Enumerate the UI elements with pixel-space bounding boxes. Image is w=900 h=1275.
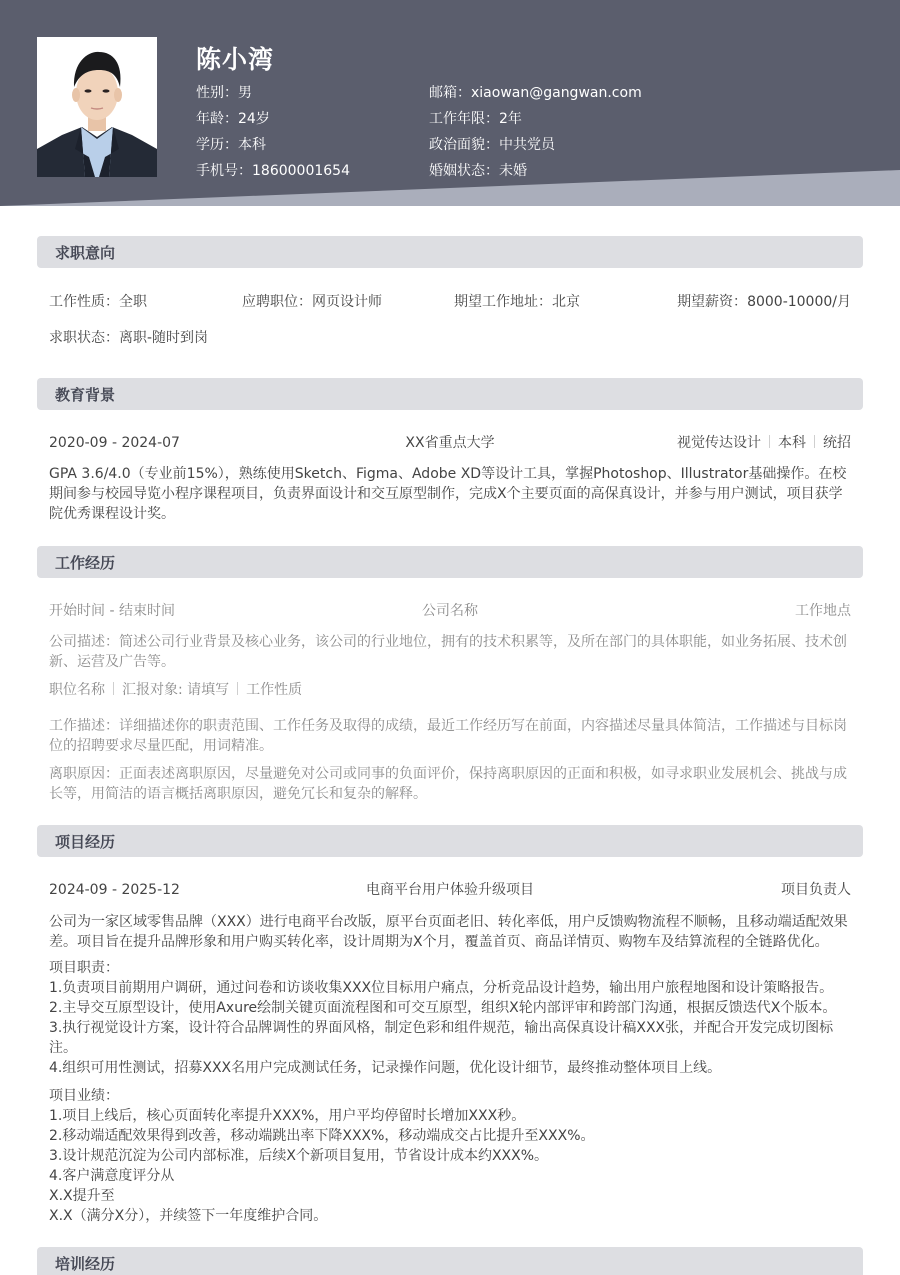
phone-value[interactable]: 18600001654 <box>252 163 350 179</box>
education-degree: 本科 <box>778 435 806 451</box>
education-label: 学历： <box>196 137 238 153</box>
job-type: 工作性质 <box>246 682 303 698</box>
project-summary-row <box>49 880 851 900</box>
section-title: 培训经历 <box>55 1255 116 1273</box>
intent-value: 网页设计师 <box>312 294 382 310</box>
section-title: 教育背景 <box>55 386 116 404</box>
intent-label: 期望薪资： <box>677 294 748 310</box>
marital-status-label: 婚姻状态： <box>429 163 499 179</box>
result-item: X.X（满分X分），并续签下一年度维护合同。 <box>49 1208 328 1224</box>
divider <box>237 682 238 695</box>
project-results <box>49 1086 853 1226</box>
company-description: 公司描述：简述公司行业背景及核心业务，该公司的行业地位，拥有的技术积累等，及所在部门的具体职能，如业务拓展、技术创新、运营及广告等。 <box>49 634 847 670</box>
candidate-name: 陈小湾 <box>196 45 275 74</box>
work-years-row <box>429 108 642 134</box>
age-value: 24岁 <box>238 111 270 127</box>
section-header-job-intent <box>37 236 863 268</box>
intent-label: 应聘职位： <box>242 294 312 310</box>
intent-value: 全职 <box>119 294 147 310</box>
section-title: 求职意向 <box>55 244 116 262</box>
duties-title: 项目职责： <box>49 960 119 976</box>
political-status-label: 政治面貌： <box>429 137 499 153</box>
person-portrait-icon <box>37 37 157 177</box>
education-value: 本科 <box>238 137 266 153</box>
result-item: 1.项目上线后，核心页面转化率提升XXX%，用户平均停留时长增加XXX秒。 <box>49 1108 526 1124</box>
project-role: 项目负责人 <box>781 882 851 898</box>
phone-row <box>196 160 350 186</box>
job-description: 工作描述：详细描述你的职责范围、工作任务及取得的成绩，最近工作经历写在前面，内容描述尽量具体简洁，工作描述与目标岗位的招聘要求尽量匹配，用词精准。 <box>49 718 847 754</box>
work-years-value: 2年 <box>499 111 522 127</box>
result-item: X.X提升至 <box>49 1188 115 1204</box>
section-header-training <box>37 1247 863 1275</box>
intent-value: 8000-10000/月 <box>747 294 851 310</box>
email-value[interactable]: xiaowan@gangwan.com <box>471 85 642 101</box>
report-to: 汇报对象: 请填写 <box>122 682 230 698</box>
duty-item: 3.执行视觉设计方案，设计符合品牌调性的界面风格，制定色彩和组件规范，输出高保真设计稿XXX张，并配合开发完成切图标注。 <box>49 1020 834 1056</box>
duty-item: 1.负责项目前期用户调研，通过问卷和访谈收集XXX位目标用户痛点，分析竞品设计趋势，输出用户旅程地图和设计策略报告。 <box>49 980 834 996</box>
duty-item: 4.组织可用性测试，招募XXX名用户完成测试任务，记录操作问题，优化设计细节，最终推动整体项目上线。 <box>49 1060 722 1076</box>
intent-position <box>242 292 382 312</box>
divider <box>769 435 770 448</box>
leave-reason: 离职原因：正面表述离职原因，尽量避免对公司或同事的负面评价，保持离职原因的正面和积极，如寻求职业发展机会、挑战与成长等，用简洁的语言概括离职原因，避免冗长和复杂的解释。 <box>49 766 847 802</box>
results-title: 项目业绩： <box>49 1088 119 1104</box>
education-description: GPA 3.6/4.0（专业前15%），熟练使用Sketch、Figma、Adobe XD等设计工具，掌握Photoshop、Illustrator基础操作。在校期间参与校园导览小程序课程项目，负责界面设计和交互原型制作，完成X个主要页面的高保真设计，并参与用户测试，项目获学院优秀课程设计奖。 <box>49 466 847 522</box>
divider <box>814 435 815 448</box>
intent-label: 期望工作地址： <box>454 294 552 310</box>
section-header-project <box>37 825 863 857</box>
marital-status-row <box>429 160 642 186</box>
avatar-photo <box>37 37 157 177</box>
section-title: 工作经历 <box>55 554 116 572</box>
work-company: 公司名称 <box>422 603 478 619</box>
work-location: 工作地点 <box>795 603 851 619</box>
work-years-label: 工作年限： <box>429 111 499 127</box>
age-row <box>196 108 350 134</box>
section-title: 项目经历 <box>55 833 116 851</box>
email-row <box>429 82 642 108</box>
education-summary-row <box>49 433 851 453</box>
phone-label: 手机号： <box>196 163 252 179</box>
gender-value: 男 <box>238 85 252 101</box>
section-header-work <box>37 546 863 578</box>
position-name: 职位名称 <box>49 682 105 698</box>
intent-value: 离职-随时到岗 <box>119 330 209 346</box>
age-label: 年龄： <box>196 111 238 127</box>
intent-label: 求职状态： <box>49 330 119 346</box>
result-item: 2.移动端适配效果得到改善，移动端跳出率下降XXX%，移动端成交占比提升至XXX%。 <box>49 1128 595 1144</box>
gender-label: 性别： <box>196 85 238 101</box>
intent-value: 北京 <box>552 294 580 310</box>
intent-salary <box>677 292 851 312</box>
intent-label: 工作性质： <box>49 294 119 310</box>
basic-info-right <box>429 82 642 186</box>
intent-job-type <box>49 292 147 312</box>
education-row <box>196 134 350 160</box>
work-period: 开始时间 - 结束时间 <box>49 603 175 619</box>
education-period: 2020-09 - 2024-07 <box>49 435 180 451</box>
divider <box>113 682 114 695</box>
education-school: XX省重点大学 <box>405 435 495 451</box>
intent-location <box>454 292 580 312</box>
project-name: 电商平台用户体验升级项目 <box>366 882 534 898</box>
result-item: 3.设计规范沉淀为公司内部标准，后续X个新项目复用，节省设计成本约XXX%。 <box>49 1148 549 1164</box>
email-label: 邮箱： <box>429 85 471 101</box>
education-details <box>677 433 851 453</box>
project-period: 2024-09 - 2025-12 <box>49 882 180 898</box>
intent-status <box>49 328 208 348</box>
marital-status-value: 未婚 <box>499 163 527 179</box>
profile-header <box>0 0 900 206</box>
education-major: 视觉传达设计 <box>677 435 761 451</box>
result-item: 4.客户满意度评分从 <box>49 1168 175 1184</box>
position-info-row <box>49 680 302 700</box>
project-description: 公司为一家区域零售品牌（XXX）进行电商平台改版，原平台页面老旧、转化率低，用户反馈购物流程不顺畅，且移动端适配效果差。项目旨在提升品牌形象和用户购买转化率，设计周期为X个月，覆盖首页、商品详情页、购物车及结算流程的全链路优化。 <box>49 914 848 950</box>
political-status-value: 中共党员 <box>499 137 555 153</box>
basic-info-left <box>196 82 350 186</box>
political-status-row <box>429 134 642 160</box>
duty-item: 2.主导交互原型设计，使用Axure绘制关键页面流程图和可交互原型，组织X轮内部评审和跨部门沟通，根据反馈迭代X个版本。 <box>49 1000 837 1016</box>
work-summary-row <box>49 601 851 621</box>
education-type: 统招 <box>823 435 851 451</box>
gender-row <box>196 82 350 108</box>
project-duties <box>49 958 853 1078</box>
section-header-education <box>37 378 863 410</box>
